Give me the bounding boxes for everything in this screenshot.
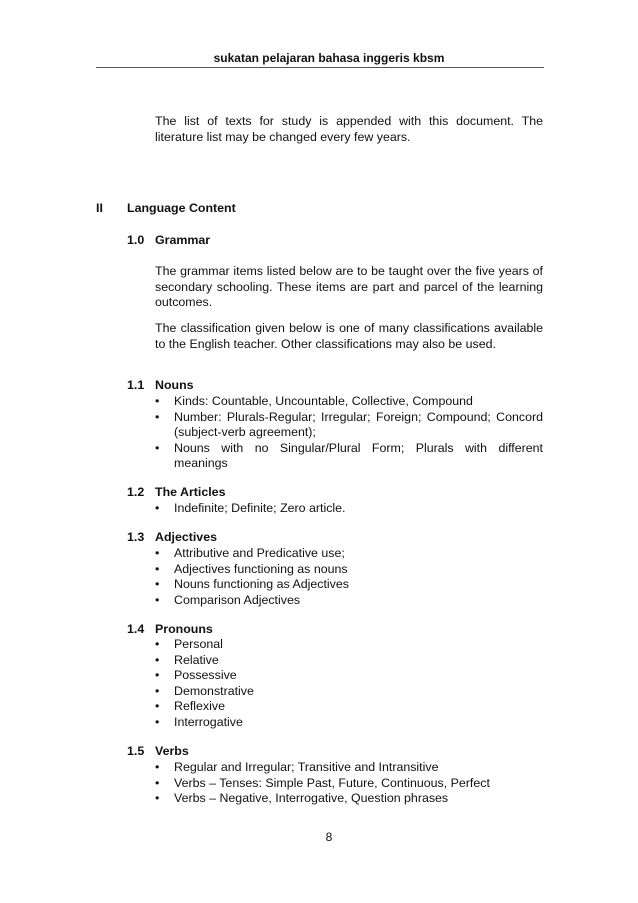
- list-item-text: Relative: [174, 652, 219, 667]
- subsection-number-adjectives: 1.3: [127, 530, 145, 544]
- bullet-icon: •: [155, 577, 160, 592]
- bullet-icon: •: [155, 409, 160, 424]
- list-item-text: Adjectives functioning as nouns: [174, 561, 348, 576]
- bullet-icon: •: [155, 791, 160, 806]
- grammar-paragraph-1: The grammar items listed below are to be taught over the five years of secondary schooling. These items are part and parcel of the learning outcomes.: [155, 264, 543, 310]
- adjectives-list: [155, 546, 543, 608]
- verbs-list: [155, 760, 543, 807]
- list-item-text: Verbs – Negative, Interrogative, Question phrases: [174, 791, 449, 806]
- intro-paragraph: The list of texts for study is appended with this document. The literature list may be changed every few years.: [155, 114, 543, 144]
- bullet-icon: •: [155, 546, 160, 560]
- subsection-title-verbs: Verbs: [155, 744, 189, 758]
- list-item: [155, 715, 543, 731]
- list-item-text: Number: Plurals-Regular; Irregular; Foreign; Compound; Concord (subject-verb agreement);: [174, 409, 543, 440]
- list-item: [155, 394, 543, 410]
- list-item: [155, 637, 543, 653]
- list-item: [155, 593, 543, 609]
- list-item: [155, 562, 543, 578]
- header-title: sukatan pelajaran bahasa inggeris kbsm: [213, 51, 445, 65]
- bullet-icon: •: [155, 699, 160, 714]
- list-item-text: Kinds: Countable, Uncountable, Collective, Compound: [174, 394, 473, 408]
- bullet-icon: •: [155, 652, 160, 667]
- list-item-text: Regular and Irregular; Transitive and Intransitive: [174, 760, 439, 774]
- bullet-icon: •: [155, 592, 160, 607]
- list-item-text: Personal: [174, 637, 223, 651]
- list-item: [155, 546, 543, 562]
- list-item-text: Interrogative: [174, 714, 243, 729]
- list-item: [155, 653, 543, 669]
- grammar-paragraph-2: The classification given below is one of many classifications available to the English teacher. Other classifications may also be used.: [155, 321, 543, 351]
- section-number: II: [96, 201, 103, 215]
- pronouns-list: [155, 637, 543, 731]
- list-item-text: Attributive and Predicative use;: [174, 546, 345, 560]
- list-item-text: Possessive: [174, 668, 237, 683]
- bullet-icon: •: [155, 714, 160, 729]
- list-item: [155, 577, 543, 593]
- nouns-list: [155, 394, 543, 472]
- subsection-title-adjectives: Adjectives: [155, 530, 217, 544]
- list-item: [155, 668, 543, 684]
- page-number: 8: [325, 830, 333, 844]
- list-item: [155, 760, 543, 776]
- list-item: [155, 699, 543, 715]
- bullet-icon: •: [155, 394, 160, 408]
- list-item: [155, 501, 543, 517]
- section-title: Language Content: [127, 201, 236, 215]
- subsection-number-articles: 1.2: [127, 485, 145, 499]
- bullet-icon: •: [155, 668, 160, 683]
- list-item-text: Nouns with no Singular/Plural Form; Plurals with different meanings: [174, 440, 543, 471]
- subsection-number-pronouns: 1.4: [127, 622, 145, 636]
- list-item: [155, 684, 543, 700]
- list-item: [155, 791, 543, 807]
- list-item-text: Comparison Adjectives: [174, 592, 301, 607]
- list-item: [155, 776, 543, 792]
- list-item-text: Verbs – Tenses: Simple Past, Future, Continuous, Perfect: [174, 775, 490, 790]
- grammar-number: 1.0: [127, 233, 145, 247]
- articles-list: [155, 501, 543, 517]
- subsection-number-verbs: 1.5: [127, 744, 145, 758]
- subsection-title-nouns: Nouns: [155, 378, 194, 392]
- bullet-icon: •: [155, 501, 160, 515]
- list-item: [155, 441, 543, 472]
- bullet-icon: •: [155, 440, 160, 455]
- subsection-title-pronouns: Pronouns: [155, 622, 213, 636]
- subsection-number-nouns: 1.1: [127, 378, 145, 392]
- bullet-icon: •: [155, 760, 160, 774]
- bullet-icon: •: [155, 775, 160, 790]
- bullet-icon: •: [155, 683, 160, 698]
- list-item-text: Indefinite; Definite; Zero article.: [174, 501, 346, 515]
- subsection-title-articles: The Articles: [155, 485, 226, 499]
- header-divider: [96, 67, 544, 68]
- list-item-text: Reflexive: [174, 699, 225, 714]
- bullet-icon: •: [155, 561, 160, 576]
- list-item: [155, 410, 543, 441]
- list-item-text: Demonstrative: [174, 683, 254, 698]
- grammar-title: Grammar: [155, 233, 211, 247]
- list-item-text: Nouns functioning as Adjectives: [174, 577, 349, 592]
- bullet-icon: •: [155, 637, 160, 651]
